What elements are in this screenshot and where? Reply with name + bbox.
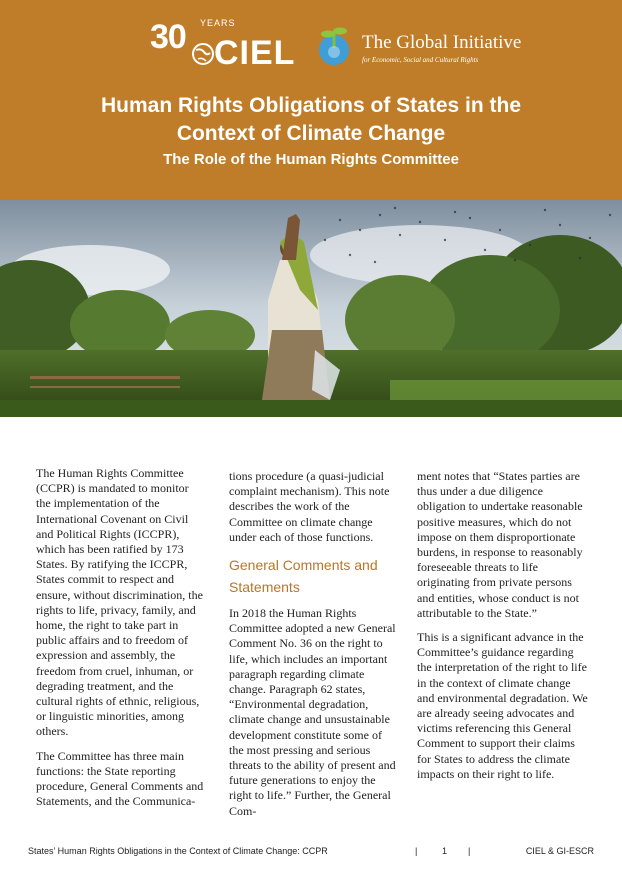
cover-photo [0, 200, 622, 417]
globe-icon [192, 34, 214, 68]
ciel-logo-number: 30 [150, 18, 186, 56]
paragraph: The Committee has three main functions: the State reporting procedure, General Comments and Statements, and the Communica- [36, 748, 204, 809]
text-column-2 [229, 469, 399, 828]
section-heading: General Comments and Statements [229, 557, 378, 596]
ciel-logo [150, 14, 296, 72]
paragraph: tions procedure (a quasi-judicial complaint mechanism). This note describes the work of the Committee on climate change under each of those functions. [229, 469, 390, 544]
gi-logo-name: The Global Initiative [362, 32, 522, 53]
page-title [40, 92, 582, 148]
text-column-3 [417, 469, 589, 791]
paragraph: In 2018 the Human Rights Committee adopted a new General Comment No. 36 on the right to life, which includes an important paragraph regarding climate change. Paragraph 62 states, “Environmental degradation, climate change and unsustainable development constitute some of the most pressing and serious threats to the ability of present and future generations to enjoy the right to life.” Further, the General Com- [229, 606, 396, 818]
page-title-line-1: Human Rights Obligations of States in the [100, 94, 522, 117]
page-subtitle: The Role of the Human Rights Committee [163, 151, 459, 168]
footer-doc-title: States’ Human Rights Obligations in the Context of Climate Change: CCPR [28, 846, 328, 856]
global-initiative-logo [312, 22, 522, 72]
gi-emblem-icon [312, 22, 356, 68]
cover-photo-illustration [0, 200, 622, 417]
header-banner [0, 0, 622, 200]
footer-separator: | [468, 846, 471, 856]
gi-logo-tagline: for Economic, Social and Cultural Rights [362, 56, 479, 64]
page-footer [28, 846, 594, 860]
footer-organizations: CIEL & GI-ESCR [525, 846, 594, 856]
ciel-logo-years: YEARS [200, 18, 236, 28]
ciel-logo-name: CIEL [214, 34, 296, 72]
page-title-line-2: Context of Climate Change [176, 122, 446, 145]
footer-page-number: 1 [442, 846, 448, 856]
text-column-1 [36, 466, 206, 818]
footer-separator: | [415, 846, 418, 856]
paragraph: ment notes that “States parties are thus under a due diligence obligation to undertake reasonable positive measures, which do not impose on them disproportionate burdens, in response to reasonably foreseeable threats to life originating from private persons and entities, whose conduct is not attributable to the State.” [417, 469, 583, 620]
paragraph: This is a significant advance in the Committee’s guidance regarding the interpretation of the right to life in the context of climate change and environmental degradation. We are already seeing advocates and victims referencing this General Comment to support their claims for States to address the climate impacts on their right to life. [417, 630, 588, 781]
paragraph: The Human Rights Committee (CCPR) is mandated to monitor the implementation of the International Covenant on Civil and Political Rights (ICCPR), which has been ratified by 173 States. By ratifying the ICCPR, States commit to respect and ensure, without discrimination, the rights to life, privacy, family, and home, the right to take part in public affairs and to freedom of expression and assembly, the freedom from cruel, inhuman, or degrading treatment, and the cultural rights of ethnic, religious, or linguistic minorities, among others. [36, 466, 203, 739]
